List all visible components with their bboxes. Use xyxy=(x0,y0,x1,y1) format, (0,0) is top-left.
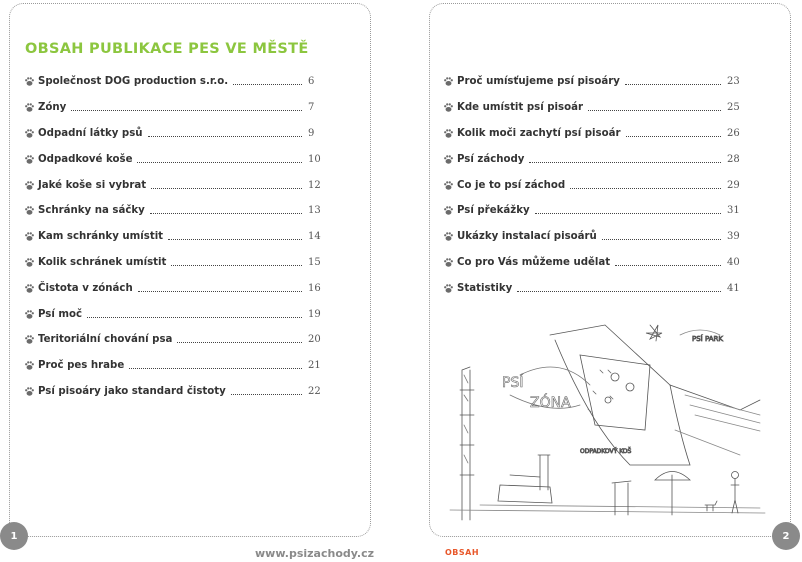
toc-entry xyxy=(443,121,743,147)
toc-leader-dots xyxy=(148,130,302,137)
toc-entry-page: 7 xyxy=(308,102,315,114)
toc-entry xyxy=(24,172,324,198)
toc-entry-label: Co je to psí záchod xyxy=(457,179,566,191)
toc-entry xyxy=(24,224,324,250)
toc-entry-page: 12 xyxy=(308,179,321,191)
toc-entry xyxy=(443,172,743,198)
toc-leader-dots xyxy=(529,156,721,163)
toc-leader-dots xyxy=(535,207,721,214)
paw-icon xyxy=(24,334,35,345)
toc-entry-page: 23 xyxy=(727,76,740,88)
paw-icon xyxy=(443,128,454,139)
toc-leader-dots xyxy=(129,362,302,369)
toc-entry-page: 20 xyxy=(308,334,321,346)
toc-entry xyxy=(443,275,743,301)
paw-icon xyxy=(24,360,35,371)
toc-entry-page: 9 xyxy=(308,127,315,139)
paw-icon xyxy=(24,309,35,320)
toc-entry xyxy=(443,224,743,250)
toc-list-left xyxy=(24,69,324,404)
toc-entry-label: Zóny xyxy=(38,102,67,114)
toc-entry xyxy=(443,69,743,95)
toc-entry-page: 26 xyxy=(727,127,740,139)
paw-icon xyxy=(24,76,35,87)
toc-leader-dots xyxy=(517,285,721,292)
paw-icon xyxy=(24,205,35,216)
toc-title: OBSAH PUBLIKACE PES VE MĚSTĚ xyxy=(25,41,309,57)
toc-leader-dots xyxy=(177,336,302,343)
toc-list-right xyxy=(443,69,743,301)
toc-entry-label: Co pro Vás můžeme udělat xyxy=(457,256,611,268)
toc-entry-label: Teritoriální chování psa xyxy=(38,334,173,346)
toc-entry-label: Společnost DOG production s.r.o. xyxy=(38,76,229,88)
toc-entry-page: 15 xyxy=(308,256,321,268)
toc-entry-label: Psí moč xyxy=(38,308,83,320)
toc-entry-page: 40 xyxy=(727,256,740,268)
toc-leader-dots xyxy=(71,104,302,111)
toc-entry-page: 13 xyxy=(308,205,321,217)
toc-entry xyxy=(24,69,324,95)
toc-entry-page: 31 xyxy=(727,205,740,217)
paw-icon xyxy=(24,257,35,268)
toc-leader-dots xyxy=(87,311,302,318)
toc-entry-label: Schránky na sáčky xyxy=(38,205,145,217)
toc-entry-label: Statistiky xyxy=(457,282,513,294)
toc-leader-dots xyxy=(602,233,721,240)
footer-section-label: OBSAH xyxy=(445,548,480,557)
toc-entry-label: Kde umístit psí pisoár xyxy=(457,102,583,114)
svg-text:ZÓNA: ZÓNA xyxy=(530,395,571,411)
toc-leader-dots xyxy=(137,156,302,163)
paw-icon xyxy=(24,128,35,139)
paw-icon xyxy=(24,180,35,191)
toc-entry-page: 22 xyxy=(308,385,321,397)
toc-entry-page: 28 xyxy=(727,153,740,165)
toc-leader-dots xyxy=(625,78,721,85)
paw-icon xyxy=(24,231,35,242)
toc-entry xyxy=(24,353,324,379)
toc-entry-label: Psí záchody xyxy=(457,153,525,165)
toc-entry xyxy=(24,301,324,327)
toc-leader-dots xyxy=(570,182,721,189)
toc-entry-label: Odpadní látky psů xyxy=(38,127,143,139)
toc-entry-label: Proč umísťujeme psí pisoáry xyxy=(457,76,620,88)
park-sketch-illustration xyxy=(440,315,770,525)
toc-entry-label: Kolik schránek umístit xyxy=(38,256,167,268)
toc-entry-label: Proč pes hrabe xyxy=(38,360,125,372)
toc-entry xyxy=(24,379,324,405)
toc-entry-label: Čistota v zónách xyxy=(38,282,133,294)
toc-leader-dots xyxy=(615,259,721,266)
toc-entry xyxy=(24,275,324,301)
paw-icon xyxy=(443,283,454,294)
toc-entry-page: 29 xyxy=(727,179,740,191)
toc-leader-dots xyxy=(151,182,302,189)
toc-entry-page: 14 xyxy=(308,231,321,243)
toc-entry-page: 25 xyxy=(727,102,740,114)
paw-icon xyxy=(443,154,454,165)
toc-entry-page: 41 xyxy=(727,282,740,294)
toc-leader-dots xyxy=(150,207,302,214)
toc-leader-dots xyxy=(626,130,722,137)
paw-icon xyxy=(443,257,454,268)
paw-icon xyxy=(24,154,35,165)
page-number-badge-left: 1 xyxy=(0,522,28,550)
toc-entry xyxy=(443,198,743,224)
toc-entry xyxy=(24,327,324,353)
paw-icon xyxy=(24,386,35,397)
toc-entry-page: 6 xyxy=(308,76,315,88)
toc-leader-dots xyxy=(588,104,721,111)
toc-leader-dots xyxy=(168,233,302,240)
svg-text:PSÍ PARK: PSÍ PARK xyxy=(692,335,723,343)
toc-entry-label: Psí překážky xyxy=(457,205,530,217)
toc-entry xyxy=(24,121,324,147)
toc-entry-page: 19 xyxy=(308,308,321,320)
toc-entry xyxy=(443,146,743,172)
footer-url: www.psizachody.cz xyxy=(255,547,375,560)
toc-entry-label: Kolik moči zachytí psí pisoár xyxy=(457,127,621,139)
svg-text:PSÍ: PSÍ xyxy=(502,375,524,391)
toc-entry xyxy=(24,250,324,276)
paw-icon xyxy=(443,102,454,113)
paw-icon xyxy=(443,180,454,191)
svg-text:ODPADKOVÝ KOŠ: ODPADKOVÝ KOŠ xyxy=(580,448,632,455)
toc-entry-label: Kam schránky umístit xyxy=(38,231,164,243)
toc-entry xyxy=(443,250,743,276)
toc-entry-page: 10 xyxy=(308,153,321,165)
toc-leader-dots xyxy=(138,285,302,292)
toc-entry-page: 39 xyxy=(727,231,740,243)
toc-leader-dots xyxy=(171,259,302,266)
toc-entry-label: Odpadkové koše xyxy=(38,153,133,165)
toc-entry xyxy=(24,95,324,121)
toc-entry-page: 21 xyxy=(308,360,321,372)
toc-entry xyxy=(443,95,743,121)
page-number-badge-right: 2 xyxy=(772,522,800,550)
toc-entry-label: Jaké koše si vybrat xyxy=(38,179,147,191)
toc-entry-page: 16 xyxy=(308,282,321,294)
toc-entry xyxy=(24,198,324,224)
toc-leader-dots xyxy=(233,78,302,85)
paw-icon xyxy=(443,205,454,216)
toc-entry-label: Psí pisoáry jako standard čistoty xyxy=(38,385,226,397)
toc-leader-dots xyxy=(231,388,302,395)
paw-icon xyxy=(24,283,35,294)
toc-entry-label: Ukázky instalací pisoárů xyxy=(457,231,597,243)
paw-icon xyxy=(443,76,454,87)
paw-icon xyxy=(443,231,454,242)
toc-entry xyxy=(24,146,324,172)
paw-icon xyxy=(24,102,35,113)
